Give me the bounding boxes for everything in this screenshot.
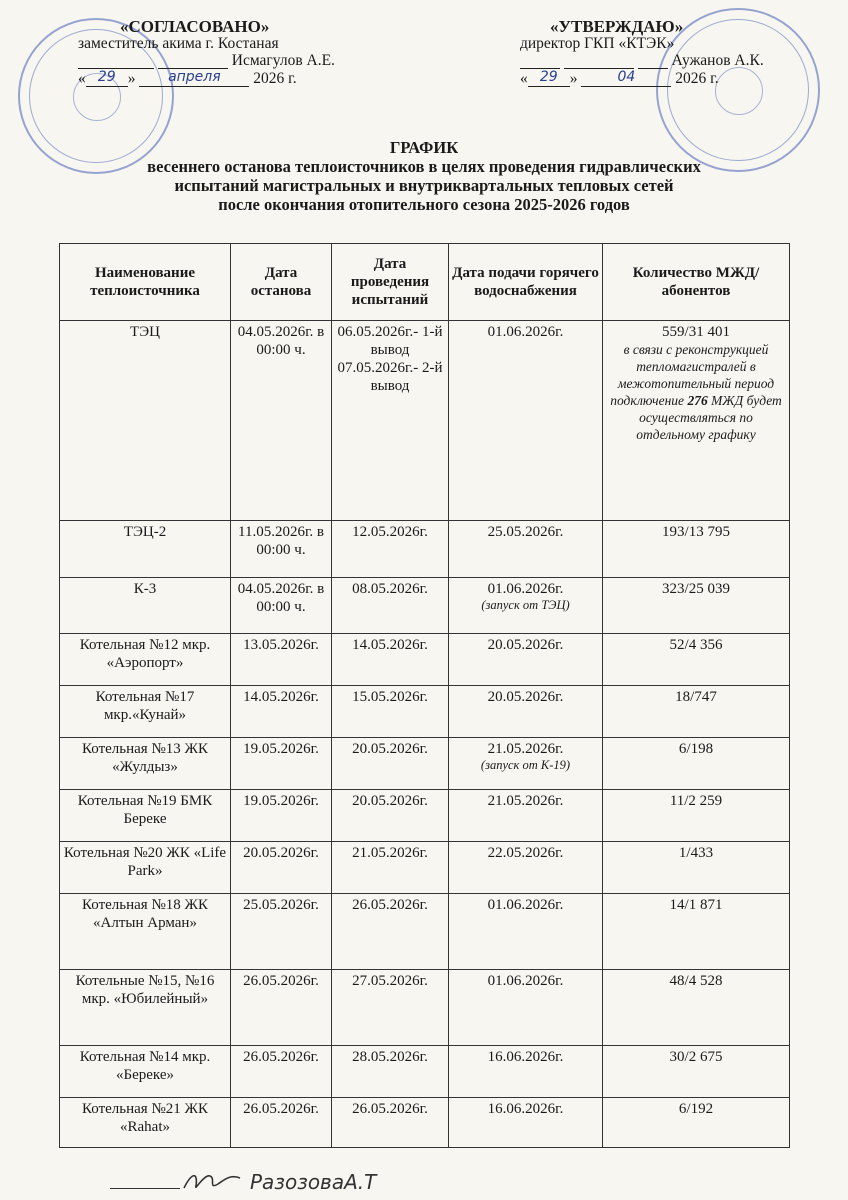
- cell-stop: 25.05.2026г.: [231, 894, 332, 970]
- bottom-signature: [110, 1168, 410, 1198]
- cell-test: 28.05.2026г.: [332, 1046, 449, 1098]
- cell-source: Котельные №15, №16 мкр. «Юбилейный»: [60, 970, 231, 1046]
- cell-count: 14/1 871: [603, 894, 790, 970]
- bottom-signature-line: [110, 1188, 180, 1189]
- cell-test: 20.05.2026г.: [332, 790, 449, 842]
- cell-test: 08.05.2026г.: [332, 578, 449, 634]
- cell-supply: 20.05.2026г.: [449, 634, 603, 686]
- cell-count: 6/198: [603, 738, 790, 790]
- title-line-1: ГРАФИК: [389, 138, 459, 157]
- cell-test: 27.05.2026г.: [332, 970, 449, 1046]
- count-note-part-a: в связи с реконструкцией тепломагистралей в межотопительный период подключение: [610, 342, 775, 408]
- approval-block-approved: [520, 18, 820, 87]
- cell-source: ТЭЦ: [60, 321, 231, 521]
- cell-supply-value: 01.06.2026г.: [487, 581, 564, 597]
- cell-source: Котельная №17 мкр.«Кунай»: [60, 686, 231, 738]
- header-source: Наименование теплоисточника: [60, 244, 231, 321]
- cell-source: Котельная №21 ЖК «Rahat»: [60, 1098, 231, 1148]
- agreed-signature-line: [78, 52, 408, 69]
- cell-stop: 11.05.2026г. в 00:00 ч.: [231, 521, 332, 578]
- cell-count: 6/192: [603, 1098, 790, 1148]
- cell-source: ТЭЦ-2: [60, 521, 231, 578]
- cell-source: Котельная №20 ЖК «Life Park»: [60, 842, 231, 894]
- cell-count: 48/4 528: [603, 970, 790, 1046]
- header-test-date: Дата проведения испытаний: [332, 244, 449, 321]
- document-title: [60, 138, 788, 214]
- cell-count: 193/13 795: [603, 521, 790, 578]
- cell-test-line-1: 06.05.2026г.- 1-й вывод: [337, 324, 443, 358]
- cell-stop: 26.05.2026г.: [231, 1098, 332, 1148]
- cell-supply-value: 21.05.2026г.: [487, 741, 564, 757]
- approved-name: Аужанов А.К.: [671, 52, 764, 69]
- approved-date-month: 04: [581, 69, 671, 87]
- cell-supply-note: (запуск от К-19): [480, 758, 571, 772]
- header-supply-date: Дата подачи горячего водоснабжения: [449, 244, 603, 321]
- cell-supply: 16.06.2026г.: [449, 1046, 603, 1098]
- cell-test: 21.05.2026г.: [332, 842, 449, 894]
- cell-supply: 21.05.2026г.: [449, 790, 603, 842]
- table-row: [60, 578, 790, 634]
- cell-source: Котельная №18 ЖК «Алтын Арман»: [60, 894, 231, 970]
- cell-source: Котельная №19 БМК Береке: [60, 790, 231, 842]
- approved-date-year: 2026 г.: [675, 70, 719, 87]
- table-row: [60, 738, 790, 790]
- cell-stop: 26.05.2026г.: [231, 1046, 332, 1098]
- cell-count: 52/4 356: [603, 634, 790, 686]
- approved-date: « 29 » 04 2026 г.: [520, 69, 719, 87]
- cell-count: 11/2 259: [603, 790, 790, 842]
- cell-test: 15.05.2026г.: [332, 686, 449, 738]
- table-row: [60, 894, 790, 970]
- header-stop-date: Дата останова: [231, 244, 332, 321]
- approved-position: директор ГКП «КТЭК»: [520, 35, 675, 52]
- cell-count: 30/2 675: [603, 1046, 790, 1098]
- cell-count: 1/433: [603, 842, 790, 894]
- table-row: [60, 1098, 790, 1148]
- agreed-date: « 29 » апреля 2026 г.: [78, 69, 297, 87]
- agreed-heading: «СОГЛАСОВАНО»: [120, 17, 270, 36]
- table-row: [60, 686, 790, 738]
- cell-source: Котельная №13 ЖК «Жулдыз»: [60, 738, 231, 790]
- title-line-3: испытаний магистральных и внутриквартальных тепловых сетей: [174, 176, 674, 195]
- cell-stop: 04.05.2026г. в 00:00 ч.: [231, 578, 332, 634]
- cell-supply: 25.05.2026г.: [449, 521, 603, 578]
- cell-stop: 14.05.2026г.: [231, 686, 332, 738]
- title-line-2: весеннего останова теплоисточников в целях проведения гидравлических: [147, 157, 701, 176]
- cell-supply-note: (запуск от ТЭЦ): [481, 598, 570, 612]
- cell-supply: 22.05.2026г.: [449, 842, 603, 894]
- cell-test: 20.05.2026г.: [332, 738, 449, 790]
- approved-date-day: 29: [528, 69, 570, 87]
- cell-count: [603, 321, 790, 521]
- cell-supply: 01.06.2026г.: [449, 894, 603, 970]
- approved-heading: «УТВЕРЖДАЮ»: [550, 17, 684, 36]
- cell-source: Котельная №14 мкр. «Береке»: [60, 1046, 231, 1098]
- cell-count: 323/25 039: [603, 578, 790, 634]
- agreed-name: Исмагулов А.Е.: [231, 52, 335, 69]
- agreed-date-month: апреля: [139, 69, 249, 87]
- cell-source: К-3: [60, 578, 231, 634]
- cell-test: 14.05.2026г.: [332, 634, 449, 686]
- cell-supply: 20.05.2026г.: [449, 686, 603, 738]
- table-row: [60, 521, 790, 578]
- cell-stop: 19.05.2026г.: [231, 738, 332, 790]
- header-count: Количество МЖД/абонентов: [603, 244, 790, 321]
- bottom-signature-name: РазозоваА.Т: [250, 1170, 377, 1194]
- agreed-date-year: 2026 г.: [253, 70, 297, 87]
- approval-block-agreed: [78, 18, 408, 87]
- count-note-number: 276: [687, 393, 708, 408]
- table-row: [60, 970, 790, 1046]
- cell-supply: [449, 738, 603, 790]
- handwritten-signature-icon: [182, 1168, 242, 1194]
- cell-test: 26.05.2026г.: [332, 894, 449, 970]
- table-header-row: [60, 244, 790, 321]
- cell-stop: 04.05.2026г. в 00:00 ч.: [231, 321, 332, 521]
- agreed-position: заместитель акима г. Костаная: [78, 35, 279, 52]
- cell-supply: 01.06.2026г.: [449, 970, 603, 1046]
- cell-stop: 19.05.2026г.: [231, 790, 332, 842]
- cell-stop: 20.05.2026г.: [231, 842, 332, 894]
- approved-signature-line: [520, 52, 820, 69]
- table-row: [60, 842, 790, 894]
- count-note-part-b: МЖД будет осуществляться по отдельному графику: [636, 393, 782, 442]
- cell-supply: 01.06.2026г.: [449, 321, 603, 521]
- cell-count-value: 559/31 401: [662, 324, 730, 340]
- table-row: [60, 634, 790, 686]
- table-row: [60, 790, 790, 842]
- cell-count-note: [605, 341, 787, 443]
- cell-stop: 13.05.2026г.: [231, 634, 332, 686]
- cell-stop: 26.05.2026г.: [231, 970, 332, 1046]
- title-line-4: после окончания отопительного сезона 2025-2026 годов: [218, 195, 630, 214]
- cell-supply: [449, 578, 603, 634]
- cell-test: 26.05.2026г.: [332, 1098, 449, 1148]
- cell-test-line-2: 07.05.2026г.- 2-й вывод: [337, 360, 443, 394]
- cell-test: 12.05.2026г.: [332, 521, 449, 578]
- cell-supply: 16.06.2026г.: [449, 1098, 603, 1148]
- table-row: [60, 1046, 790, 1098]
- schedule-table: [59, 243, 790, 1148]
- cell-test: [332, 321, 449, 521]
- table-row: [60, 321, 790, 521]
- approval-header: [0, 0, 848, 110]
- cell-count: 18/747: [603, 686, 790, 738]
- cell-source: Котельная №12 мкр. «Аэропорт»: [60, 634, 231, 686]
- agreed-date-day: 29: [86, 69, 128, 87]
